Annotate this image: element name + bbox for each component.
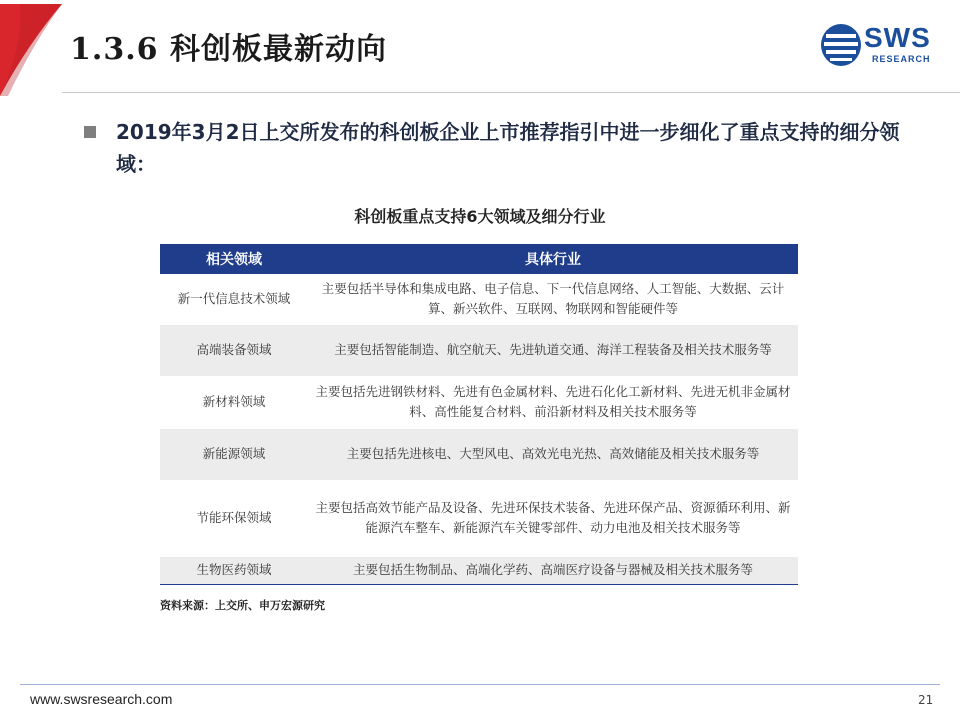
row-area: 节能环保领域 [196, 510, 272, 525]
row-industry: 主要包括先进钢铁材料、先进有色金属材料、先进石化化工新材料、先进无机非金属材料、高性能复合材料、前沿新材料及相关技术服务等 [315, 384, 791, 419]
row-industry: 主要包括先进核电、大型风电、高效光电光热、高效储能及相关技术服务等 [308, 428, 798, 480]
page-title: 1.3.6 科创板最新动向 [70, 32, 387, 67]
bullet-square-icon [84, 126, 96, 138]
row-area: 新一代信息技术领域 [177, 290, 291, 306]
table-row [160, 274, 798, 324]
row-industry: 主要包括半导体和集成电路、电子信息、下一代信息网络、人工智能、大数据、云计算、新兴软件、互联网、物联网和智能硬件等 [321, 280, 785, 316]
footer-divider [20, 684, 940, 685]
red-header-accent [0, 4, 62, 96]
page-number: 21 [918, 693, 934, 707]
header-industry: 具体行业 [308, 244, 798, 274]
footer-url[interactable]: www.swsresearch.com [30, 691, 173, 707]
bullet-text: 2019年3月2日上交所发布的科创板企业上市推荐指引中进一步细化了重点支持的细分领域： [116, 120, 900, 176]
row-industry: 主要包括智能制造、航空航天、先进轨道交通、海洋工程装备及相关技术服务等 [308, 324, 798, 376]
row-industry: 主要包括高效节能产品及设备、先进环保技术装备、先进环保产品、资源循环利用、新能源汽车整车、新能源汽车关键零部件、动力电池及相关技术服务等 [315, 500, 791, 535]
row-area: 生物医药领域 [160, 556, 308, 584]
sws-logo [820, 22, 940, 72]
table-header-row [160, 244, 798, 274]
sectors-table [160, 244, 798, 585]
table-row [160, 556, 798, 584]
logo-subtext: RESEARCH [872, 54, 931, 64]
row-area: 新材料领域 [202, 394, 266, 409]
table-row [160, 324, 798, 376]
logo-text: SWS [864, 22, 931, 53]
table-row [160, 428, 798, 480]
source-note: 资料来源：上交所、申万宏源研究 [160, 599, 325, 612]
table-row [160, 376, 798, 428]
row-area: 高端装备领域 [160, 324, 308, 376]
header-divider [62, 92, 960, 93]
row-area: 新能源领域 [160, 428, 308, 480]
header-area: 相关领域 [160, 244, 308, 274]
row-industry: 主要包括生物制品、高端化学药、高端医疗设备与器械及相关技术服务等 [308, 556, 798, 584]
table-row [160, 480, 798, 556]
sws-logo-mark-icon [820, 22, 862, 68]
table-title: 科创板重点支持6大领域及细分行业 [354, 207, 606, 226]
